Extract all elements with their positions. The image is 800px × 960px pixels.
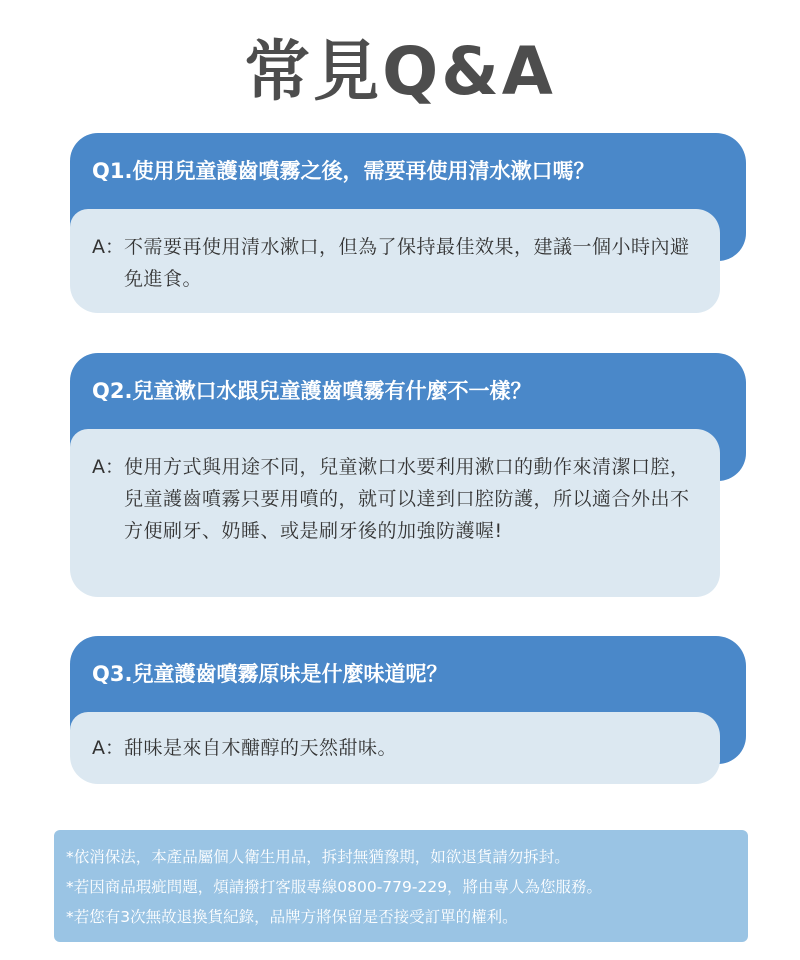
- faq-item-1: [70, 133, 746, 313]
- answer-text: 使用方式與用途不同，兒童漱口水要利用漱口的動作來清潔口腔，兒童護齒噴霧只要用噴的，就可以達到口腔防護，所以適合外出不方便刷牙、奶睡、或是刷牙後的加強防護喔!: [124, 456, 690, 542]
- page-title: 常見Q&A: [244, 33, 556, 110]
- question-text: Q2.兒童漱口水跟兒童護齒噴霧有什麼不一樣？: [92, 379, 532, 403]
- question-text: Q1.使用兒童護齒噴霧之後，需要再使用清水漱口嗎？: [92, 159, 595, 183]
- answer-box: [70, 429, 720, 597]
- answer-prefix: A：: [92, 737, 124, 759]
- answer-box: [70, 209, 720, 313]
- notice-line: *若因商品瑕疵問題，煩請撥打客服專線0800-779-229，將由專人為您服務。: [66, 878, 603, 896]
- question-text: Q3.兒童護齒噴霧原味是什麼味道呢？: [92, 662, 448, 686]
- answer-prefix: A：: [92, 236, 124, 258]
- notice-line: *若您有3次無故退換貨紀錄，品牌方將保留是否接受訂單的權利。: [66, 908, 518, 926]
- answer-box: [70, 712, 720, 784]
- answer-text: 不需要再使用清水漱口，但為了保持最佳效果，建議一個小時內避免進食。: [124, 236, 690, 290]
- answer-text: 甜味是來自木醣醇的天然甜味。: [124, 737, 398, 759]
- answer-prefix: A：: [92, 456, 124, 478]
- notice-box: [54, 830, 748, 942]
- faq-item-3: [70, 636, 746, 784]
- notice-line: *依消保法，本產品屬個人衛生用品，拆封無猶豫期，如欲退貨請勿拆封。: [66, 848, 570, 866]
- faq-item-2: [70, 353, 746, 597]
